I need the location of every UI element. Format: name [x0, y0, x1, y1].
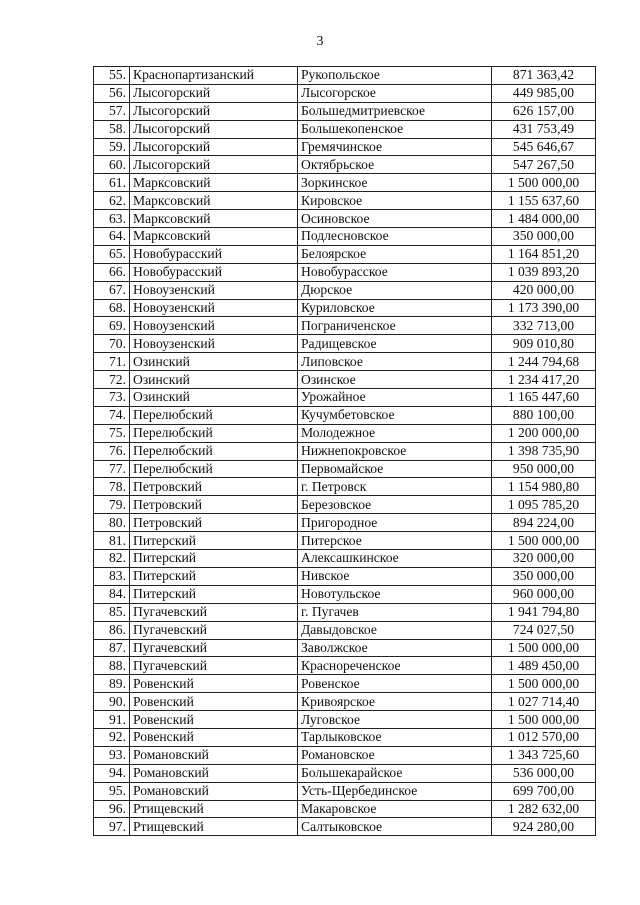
settlement-cell: Алексашкинское — [298, 550, 492, 568]
amount-cell: 960 000,00 — [492, 585, 596, 603]
table-row — [94, 424, 596, 442]
amount-cell: 449 985,00 — [492, 84, 596, 102]
district-cell: Марксовский — [130, 174, 298, 192]
district-cell: Лысогорский — [130, 156, 298, 174]
district-cell: Лысогорский — [130, 138, 298, 156]
settlement-cell: Октябрьское — [298, 156, 492, 174]
row-number: 79. — [94, 496, 130, 514]
amount-cell: 1 200 000,00 — [492, 424, 596, 442]
district-cell: Марксовский — [130, 210, 298, 228]
table-row — [94, 764, 596, 782]
row-number: 68. — [94, 299, 130, 317]
row-number: 76. — [94, 442, 130, 460]
row-number: 91. — [94, 711, 130, 729]
table-row — [94, 657, 596, 675]
district-cell: Марксовский — [130, 228, 298, 246]
amount-cell: 1 173 390,00 — [492, 299, 596, 317]
district-cell: Ртищевский — [130, 800, 298, 818]
table-row — [94, 138, 596, 156]
settlement-cell: Первомайское — [298, 460, 492, 478]
table-row — [94, 442, 596, 460]
amount-cell: 1 039 893,20 — [492, 263, 596, 281]
settlement-cell: г. Пугачев — [298, 603, 492, 621]
district-cell: Новоузенский — [130, 299, 298, 317]
table-row — [94, 102, 596, 120]
amount-cell: 1 155 637,60 — [492, 192, 596, 210]
amount-cell: 545 646,67 — [492, 138, 596, 156]
settlement-cell: Новобурасское — [298, 263, 492, 281]
settlement-cell: Лысогорское — [298, 84, 492, 102]
district-cell: Питерский — [130, 567, 298, 585]
amount-cell: 320 000,00 — [492, 550, 596, 568]
amount-cell: 1 282 632,00 — [492, 800, 596, 818]
row-number: 83. — [94, 567, 130, 585]
district-cell: Озинский — [130, 371, 298, 389]
district-cell: Пугачевский — [130, 639, 298, 657]
district-cell: Пугачевский — [130, 603, 298, 621]
district-cell: Питерский — [130, 585, 298, 603]
table-row — [94, 299, 596, 317]
district-cell: Лысогорский — [130, 120, 298, 138]
district-cell: Пугачевский — [130, 657, 298, 675]
row-number: 85. — [94, 603, 130, 621]
row-number: 87. — [94, 639, 130, 657]
amount-cell: 1 500 000,00 — [492, 639, 596, 657]
settlement-cell: Луговское — [298, 711, 492, 729]
settlement-cell: Питерское — [298, 532, 492, 550]
table-row — [94, 460, 596, 478]
district-cell: Петровский — [130, 478, 298, 496]
table-row — [94, 550, 596, 568]
district-cell: Петровский — [130, 514, 298, 532]
district-cell: Марксовский — [130, 192, 298, 210]
table-row — [94, 406, 596, 424]
district-cell: Новоузенский — [130, 335, 298, 353]
allocation-table — [93, 66, 596, 836]
settlement-cell: Новотульское — [298, 585, 492, 603]
amount-cell: 1 164 851,20 — [492, 245, 596, 263]
district-cell: Перелюбский — [130, 406, 298, 424]
table-row — [94, 746, 596, 764]
table-row — [94, 228, 596, 246]
row-number: 80. — [94, 514, 130, 532]
district-cell: Лысогорский — [130, 84, 298, 102]
row-number: 86. — [94, 621, 130, 639]
row-number: 92. — [94, 728, 130, 746]
row-number: 78. — [94, 478, 130, 496]
district-cell: Пугачевский — [130, 621, 298, 639]
settlement-cell: Куриловское — [298, 299, 492, 317]
district-cell: Озинский — [130, 353, 298, 371]
row-number: 96. — [94, 800, 130, 818]
table-body — [94, 67, 596, 836]
amount-cell: 626 157,00 — [492, 102, 596, 120]
row-number: 55. — [94, 67, 130, 85]
district-cell: Романовский — [130, 764, 298, 782]
row-number: 73. — [94, 389, 130, 407]
table-row — [94, 192, 596, 210]
amount-cell: 1 398 735,90 — [492, 442, 596, 460]
row-number: 65. — [94, 245, 130, 263]
settlement-cell: Рукопольское — [298, 67, 492, 85]
amount-cell: 909 010,80 — [492, 335, 596, 353]
district-cell: Ровенский — [130, 728, 298, 746]
table-row — [94, 728, 596, 746]
district-cell: Новобурасский — [130, 263, 298, 281]
settlement-cell: Большедмитриевское — [298, 102, 492, 120]
amount-cell: 1 500 000,00 — [492, 675, 596, 693]
amount-cell: 350 000,00 — [492, 228, 596, 246]
table-row — [94, 281, 596, 299]
row-number: 93. — [94, 746, 130, 764]
table-row — [94, 639, 596, 657]
amount-cell: 1 234 417,20 — [492, 371, 596, 389]
amount-cell: 1 489 450,00 — [492, 657, 596, 675]
district-cell: Перелюбский — [130, 442, 298, 460]
table-row — [94, 67, 596, 85]
amount-cell: 699 700,00 — [492, 782, 596, 800]
settlement-cell: Липовское — [298, 353, 492, 371]
settlement-cell: Пригородное — [298, 514, 492, 532]
amount-cell: 1 095 785,20 — [492, 496, 596, 514]
table-row — [94, 782, 596, 800]
amount-cell: 1 941 794,80 — [492, 603, 596, 621]
table-row — [94, 156, 596, 174]
settlement-cell: Кучумбетовское — [298, 406, 492, 424]
table-row — [94, 389, 596, 407]
district-cell: Романовский — [130, 782, 298, 800]
settlement-cell: Белоярское — [298, 245, 492, 263]
district-cell: Питерский — [130, 532, 298, 550]
amount-cell: 1 500 000,00 — [492, 174, 596, 192]
table-row — [94, 84, 596, 102]
table-row — [94, 496, 596, 514]
table-row — [94, 800, 596, 818]
settlement-cell: Урожайное — [298, 389, 492, 407]
row-number: 88. — [94, 657, 130, 675]
row-number: 62. — [94, 192, 130, 210]
row-number: 57. — [94, 102, 130, 120]
row-number: 58. — [94, 120, 130, 138]
settlement-cell: Пограниченское — [298, 317, 492, 335]
table-row — [94, 603, 596, 621]
amount-cell: 1 165 447,60 — [492, 389, 596, 407]
settlement-cell: Давыдовское — [298, 621, 492, 639]
amount-cell: 431 753,49 — [492, 120, 596, 138]
amount-cell: 536 000,00 — [492, 764, 596, 782]
settlement-cell: Гремячинское — [298, 138, 492, 156]
district-cell: Ровенский — [130, 675, 298, 693]
district-cell: Озинский — [130, 389, 298, 407]
amount-cell: 1 154 980,80 — [492, 478, 596, 496]
settlement-cell: Озинское — [298, 371, 492, 389]
row-number: 75. — [94, 424, 130, 442]
settlement-cell: Усть-Щербединское — [298, 782, 492, 800]
table-row — [94, 335, 596, 353]
row-number: 84. — [94, 585, 130, 603]
table-row — [94, 532, 596, 550]
row-number: 81. — [94, 532, 130, 550]
row-number: 77. — [94, 460, 130, 478]
table-row — [94, 371, 596, 389]
district-cell: Лысогорский — [130, 102, 298, 120]
table-row — [94, 478, 596, 496]
amount-cell: 1 027 714,40 — [492, 693, 596, 711]
settlement-cell: Макаровское — [298, 800, 492, 818]
row-number: 64. — [94, 228, 130, 246]
amount-cell: 880 100,00 — [492, 406, 596, 424]
settlement-cell: Заволжское — [298, 639, 492, 657]
row-number: 69. — [94, 317, 130, 335]
row-number: 74. — [94, 406, 130, 424]
row-number: 56. — [94, 84, 130, 102]
table-row — [94, 210, 596, 228]
table-row — [94, 245, 596, 263]
amount-cell: 950 000,00 — [492, 460, 596, 478]
row-number: 67. — [94, 281, 130, 299]
row-number: 72. — [94, 371, 130, 389]
row-number: 90. — [94, 693, 130, 711]
row-number: 66. — [94, 263, 130, 281]
table-row — [94, 693, 596, 711]
district-cell: Новоузенский — [130, 281, 298, 299]
settlement-cell: Кировское — [298, 192, 492, 210]
table-row — [94, 621, 596, 639]
amount-cell: 1 500 000,00 — [492, 711, 596, 729]
amount-cell: 1 244 794,68 — [492, 353, 596, 371]
amount-cell: 1 343 725,60 — [492, 746, 596, 764]
amount-cell: 924 280,00 — [492, 818, 596, 836]
page-number: 3 — [316, 34, 324, 49]
district-cell: Краснопартизанский — [130, 67, 298, 85]
settlement-cell: Нижнепокровское — [298, 442, 492, 460]
row-number: 95. — [94, 782, 130, 800]
row-number: 59. — [94, 138, 130, 156]
settlement-cell: Зоркинское — [298, 174, 492, 192]
row-number: 89. — [94, 675, 130, 693]
settlement-cell: Романовское — [298, 746, 492, 764]
district-cell: Романовский — [130, 746, 298, 764]
settlement-cell: Кривоярское — [298, 693, 492, 711]
amount-cell: 350 000,00 — [492, 567, 596, 585]
settlement-cell: г. Петровск — [298, 478, 492, 496]
district-cell: Питерский — [130, 550, 298, 568]
district-cell: Новобурасский — [130, 245, 298, 263]
settlement-cell: Дюрское — [298, 281, 492, 299]
table-row — [94, 174, 596, 192]
table-row — [94, 585, 596, 603]
amount-cell: 871 363,42 — [492, 67, 596, 85]
settlement-cell: Молодежное — [298, 424, 492, 442]
amount-cell: 1 484 000,00 — [492, 210, 596, 228]
district-cell: Ртищевский — [130, 818, 298, 836]
table-row — [94, 263, 596, 281]
table-row — [94, 818, 596, 836]
district-cell: Ровенский — [130, 711, 298, 729]
amount-cell: 547 267,50 — [492, 156, 596, 174]
settlement-cell: Салтыковское — [298, 818, 492, 836]
district-cell: Перелюбский — [130, 424, 298, 442]
settlement-cell: Осиновское — [298, 210, 492, 228]
row-number: 60. — [94, 156, 130, 174]
row-number: 94. — [94, 764, 130, 782]
settlement-cell: Радищевское — [298, 335, 492, 353]
amount-cell: 894 224,00 — [492, 514, 596, 532]
settlement-cell: Нивское — [298, 567, 492, 585]
settlement-cell: Большекарайское — [298, 764, 492, 782]
table-row — [94, 567, 596, 585]
row-number: 97. — [94, 818, 130, 836]
amount-cell: 724 027,50 — [492, 621, 596, 639]
amount-cell: 1 500 000,00 — [492, 532, 596, 550]
amount-cell: 332 713,00 — [492, 317, 596, 335]
row-number: 63. — [94, 210, 130, 228]
district-cell: Новоузенский — [130, 317, 298, 335]
district-cell: Петровский — [130, 496, 298, 514]
row-number: 82. — [94, 550, 130, 568]
table-row — [94, 514, 596, 532]
district-cell: Ровенский — [130, 693, 298, 711]
table-row — [94, 711, 596, 729]
settlement-cell: Краснореченское — [298, 657, 492, 675]
table-row — [94, 675, 596, 693]
table-row — [94, 317, 596, 335]
settlement-cell: Большекопенское — [298, 120, 492, 138]
amount-cell: 1 012 570,00 — [492, 728, 596, 746]
settlement-cell: Тарлыковское — [298, 728, 492, 746]
settlement-cell: Ровенское — [298, 675, 492, 693]
settlement-cell: Подлесновское — [298, 228, 492, 246]
table-row — [94, 353, 596, 371]
district-cell: Перелюбский — [130, 460, 298, 478]
amount-cell: 420 000,00 — [492, 281, 596, 299]
table-row — [94, 120, 596, 138]
row-number: 61. — [94, 174, 130, 192]
row-number: 70. — [94, 335, 130, 353]
row-number: 71. — [94, 353, 130, 371]
settlement-cell: Березовское — [298, 496, 492, 514]
